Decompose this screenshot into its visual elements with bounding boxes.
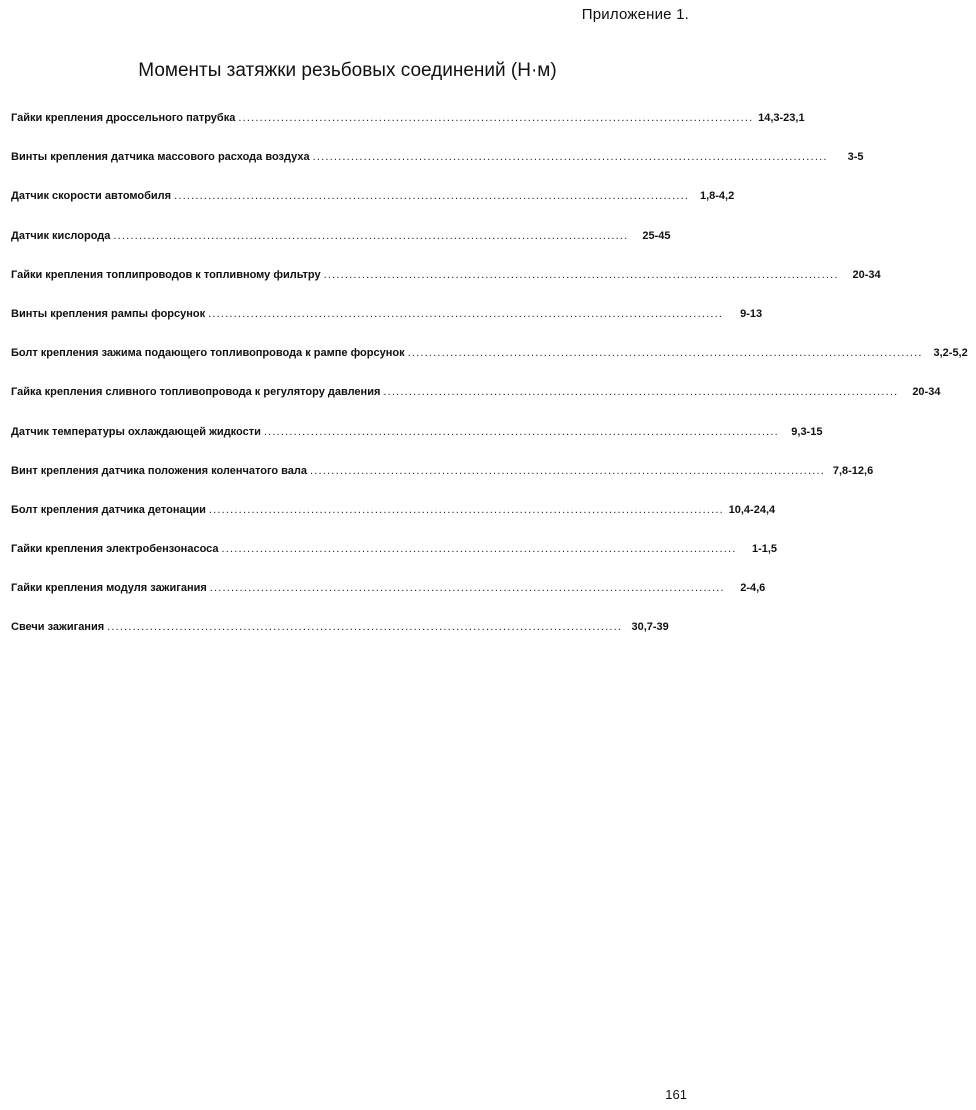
page-title: Моменты затяжки резьбовых соединений (Н·м) — [138, 60, 557, 81]
table-row — [11, 307, 763, 347]
table-row — [11, 112, 805, 151]
row-label: Датчик кислорода — [11, 229, 111, 242]
torque-table — [11, 112, 968, 661]
row-label: Винты крепления датчика массового расхода воздуха — [11, 151, 310, 164]
row-label: Гайки крепления электробензонасоса — [11, 543, 219, 556]
row-value: 14,3-23,1 — [758, 112, 805, 124]
table-row — [11, 268, 881, 308]
dot-leader: ......................................................................................................................... — [238, 112, 754, 124]
row-value: 3-5 — [847, 151, 864, 164]
row-value: 10,4-24,4 — [728, 503, 776, 516]
table-row — [11, 621, 669, 660]
row-label: Винты крепления рампы форсунок — [11, 307, 206, 320]
row-value: 3,2-5,2 — [933, 347, 968, 360]
dot-leader: ......................................................................................................................... — [383, 386, 899, 399]
row-value: 1-1,5 — [751, 543, 778, 556]
row-value: 9,3-15 — [791, 425, 823, 438]
table-row — [11, 151, 864, 190]
table-row — [11, 229, 671, 269]
row-label: Датчик скорости автомобиля — [11, 190, 172, 203]
dot-leader: ......................................................................................................................... — [174, 190, 690, 203]
row-value: 1,8-4,2 — [699, 190, 735, 203]
row-value: 20-34 — [912, 386, 941, 399]
dot-leader: ......................................................................................................................... — [263, 425, 779, 438]
table-row — [11, 347, 968, 386]
row-label: Гайки крепления модуля зажигания — [11, 582, 207, 595]
dot-leader: ......................................................................................................................... — [323, 268, 839, 281]
row-label: Датчик температуры охлаждающей жидкости — [11, 425, 261, 438]
dot-leader: ......................................................................................................................... — [407, 347, 923, 360]
row-label: Гайка крепления сливного топливопровода к регулятору давления — [11, 386, 381, 399]
table-row — [11, 386, 941, 425]
dot-leader: ......................................................................................................................... — [107, 621, 623, 634]
row-label: Болт крепления зажима подающего топливопровода к рампе форсунок — [11, 347, 405, 360]
appendix-label: Приложение 1. — [581, 6, 689, 23]
row-label: Гайки крепления топлипроводов к топливному фильтру — [11, 268, 321, 281]
dot-leader: ......................................................................................................................... — [209, 582, 725, 595]
table-row — [11, 543, 778, 582]
table-row — [11, 425, 823, 465]
dot-leader: ......................................................................................................................... — [312, 151, 828, 164]
row-label: Свечи зажигания — [11, 621, 105, 634]
row-value: 2-4,6 — [740, 582, 766, 595]
table-row — [11, 582, 766, 621]
page-number: 161 — [665, 1087, 687, 1102]
dot-leader: ......................................................................................................................... — [208, 307, 724, 320]
row-value: 30,7-39 — [631, 621, 669, 634]
row-label: Винт крепления датчика положения коленчатого вала — [11, 464, 308, 477]
dot-leader: ......................................................................................................................... — [208, 503, 724, 516]
row-value: 25-45 — [642, 229, 671, 242]
row-label: Гайки крепления дроссельного патрубка — [11, 112, 236, 124]
dot-leader: ......................................................................................................................... — [113, 229, 629, 242]
table-row — [11, 464, 874, 504]
row-value: 20-34 — [852, 268, 881, 281]
dot-leader: ......................................................................................................................... — [310, 464, 826, 477]
row-value: 9-13 — [740, 307, 763, 320]
dot-leader: ......................................................................................................................... — [221, 543, 737, 556]
table-row — [11, 190, 735, 229]
row-label: Болт крепления датчика детонации — [11, 503, 206, 516]
row-value: 7,8-12,6 — [832, 464, 874, 477]
table-row — [11, 503, 776, 543]
